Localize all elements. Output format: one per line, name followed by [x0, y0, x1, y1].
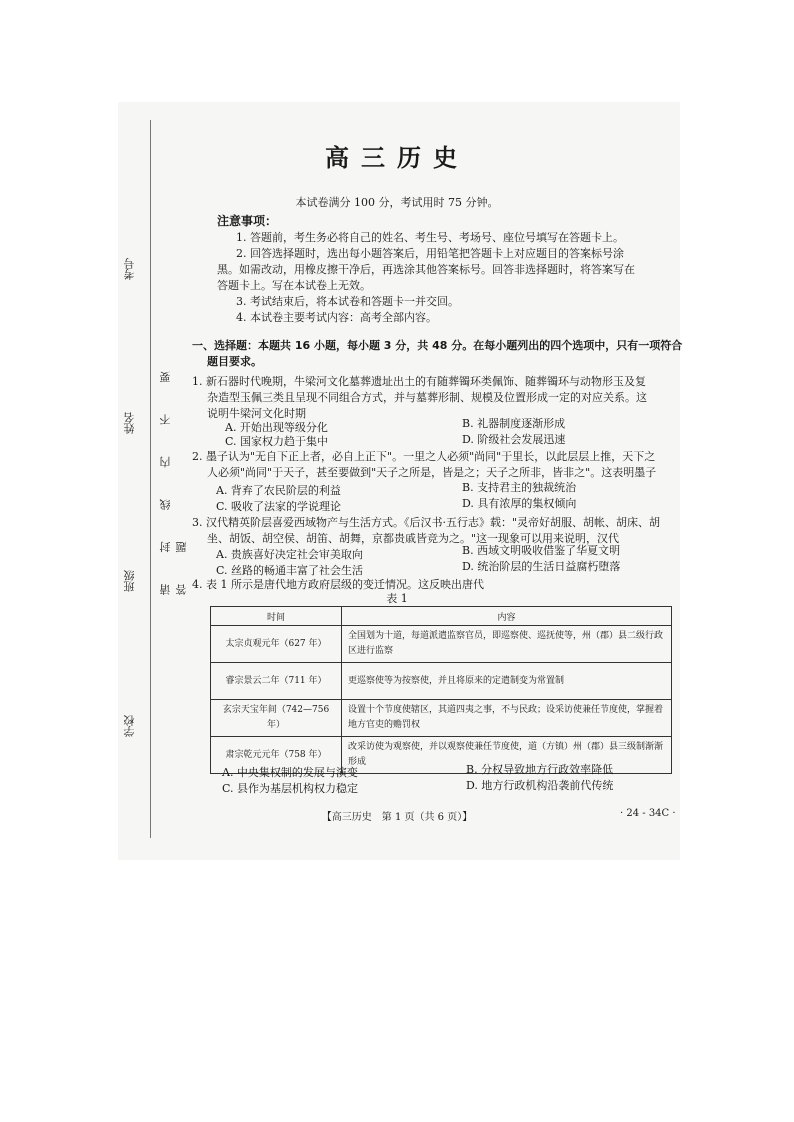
question-2-option-a: A. 背弃了农民阶层的利益: [216, 484, 341, 497]
question-2-option-c: C. 吸收了法家的学说理论: [216, 500, 342, 513]
class-field: 班级: [123, 570, 136, 592]
question-3-stem: 3. 汉代精英阶层喜爱西域物产与生活方式。《后汉书·五行志》载："灵帝好胡服、胡帐、胡床、胡: [192, 516, 661, 529]
question-1-stem: 1. 新石器时代晚期，牛梁河文化墓葬遗址出土的有随葬镯环类佩饰、随葬镯环与动物形玉及复: [192, 375, 646, 388]
table-cell-content: 设置十个节度使辖区，其道四夷之事，不与民政；设采访使兼任节度使，掌握着地方官吏的赡罚权: [342, 700, 672, 737]
table-header-time: 时间: [211, 607, 342, 626]
question-4-option-a: A. 中央集权制的发展与演变: [222, 766, 358, 779]
notice-line-2: 2. 回答选择题时，选出每小题答案后，用铅笔把答题卡上对应题目的答案标号涂: [236, 247, 624, 260]
table-cell-time: 肃宗乾元元年（758 年）: [211, 737, 342, 774]
table-cell-time: 睿宗景云二年（711 年）: [211, 663, 342, 700]
table-row: [211, 626, 672, 663]
question-2-stem-cont: 人必须"尚同"于天子，甚至要做到"天子之所是，皆是之；天子之所非，皆非之"。这表明墨子: [207, 466, 657, 479]
question-1-stem-cont: 杂造型玉佩三类且呈现不同组合方式，并与墓葬形制、规模及位置形成一定的对应关系。这: [207, 391, 647, 404]
table-cell-content: 更巡察使等为按察使，并且将原来的定遣制变为常置制: [342, 663, 672, 700]
exam-number-field: 考号: [123, 258, 136, 280]
question-1-option-d: D. 阶级社会发展迅速: [462, 433, 566, 446]
question-3-option-a: A. 贵族喜好决定社会审美取向: [216, 548, 363, 561]
table-1: [210, 606, 672, 774]
table-cell-content: 全国划为十道，每道派遣监察官员，即巡察使、巡抚使等，州（郡）县二级行政区进行监察: [342, 626, 672, 663]
seal-notice: 请 封 线 内 不 要 答 题: [159, 357, 188, 595]
section-header: 一、选择题：本题共 16 小题，每小题 3 分，共 48 分。在每小题列出的四个选项中，只有一项符合: [192, 339, 683, 352]
page-footer: 【高三历史 第 1 页（共 6 页）】: [321, 812, 473, 823]
exam-meta: 本试卷满分 100 分，考试用时 75 分钟。: [295, 196, 499, 209]
binding-line: [150, 120, 151, 838]
question-2-option-d: D. 具有浓厚的集权倾向: [462, 497, 577, 510]
question-1-option-c: C. 国家权力趋于集中: [225, 435, 329, 448]
notice-line-3: 3. 考试结束后，将本试卷和答题卡一并交回。: [236, 295, 459, 308]
table-row: [211, 700, 672, 737]
page-title: 高三历史: [325, 143, 469, 172]
question-4-option-c: C. 县作为基层机构权力稳定: [222, 782, 359, 795]
school-field: 学校: [123, 715, 136, 737]
table-cell-time: 玄宗天宝年间（742—756 年）: [211, 700, 342, 737]
table-header-row: [211, 607, 672, 626]
notice-title: 注意事项：: [217, 214, 278, 228]
question-4-stem: 4. 表 1 所示是唐代地方政府层级的变迁情况。这反映出唐代: [192, 578, 484, 591]
question-1-stem-end: 说明牛梁河文化时期: [207, 407, 306, 420]
table-row: [211, 663, 672, 700]
question-2-stem: 2. 墨子认为"无自下正上者，必自上正下"。一里之人必须"尚同"于里长，以此层层上推，天下之: [192, 450, 656, 463]
question-3-option-c: C. 丝路的畅通丰富了社会生活: [216, 564, 364, 577]
paper-code: · 24 - 34C ·: [620, 808, 676, 819]
question-3-stem-cont: 坐、胡饭、胡空侯、胡笛、胡舞，京都贵戚皆竞为之。"这一现象可以用来说明，汉代: [207, 532, 620, 545]
table-cell-time: 太宗贞观元年（627 年）: [211, 626, 342, 663]
question-3-option-d: D. 统治阶层的生活日益腐朽堕落: [462, 560, 621, 573]
question-2-option-b: B. 支持君主的独裁统治: [462, 481, 577, 494]
table-cell-content: 改采访使为观察使，并以观察使兼任节度使，道（方镇）州（郡）县三级制渐渐形成: [342, 737, 672, 774]
table-header-content: 内容: [342, 607, 672, 626]
question-3-option-b: B. 西域文明吸收借鉴了华夏文明: [462, 544, 621, 557]
notice-line-2-end: 答题卡上。写在本试卷上无效。: [217, 279, 371, 292]
question-1-option-b: B. 礼器制度逐渐形成: [462, 417, 566, 430]
question-1-option-a: A. 开始出现等级分化: [225, 421, 328, 434]
section-header-cont: 题目要求。: [207, 355, 262, 368]
table-caption: 表 1: [386, 592, 408, 605]
notice-line-4: 4. 本试卷主要考试内容：高考全部内容。: [236, 311, 437, 324]
name-field: 姓名: [123, 412, 136, 434]
notice-line-2-cont: 黑。如需改动，用橡皮擦干净后，再选涂其他答案标号。回答非选择题时，将答案写在: [217, 263, 635, 276]
question-4-option-b: B. 分权导致地方行政效率降低: [466, 763, 614, 776]
notice-line-1: 1. 答题前，考生务必将自己的姓名、考生号、考场号、座位号填写在答题卡上。: [236, 231, 624, 244]
question-4-option-d: D. 地方行政机构沿袭前代传统: [466, 779, 614, 792]
